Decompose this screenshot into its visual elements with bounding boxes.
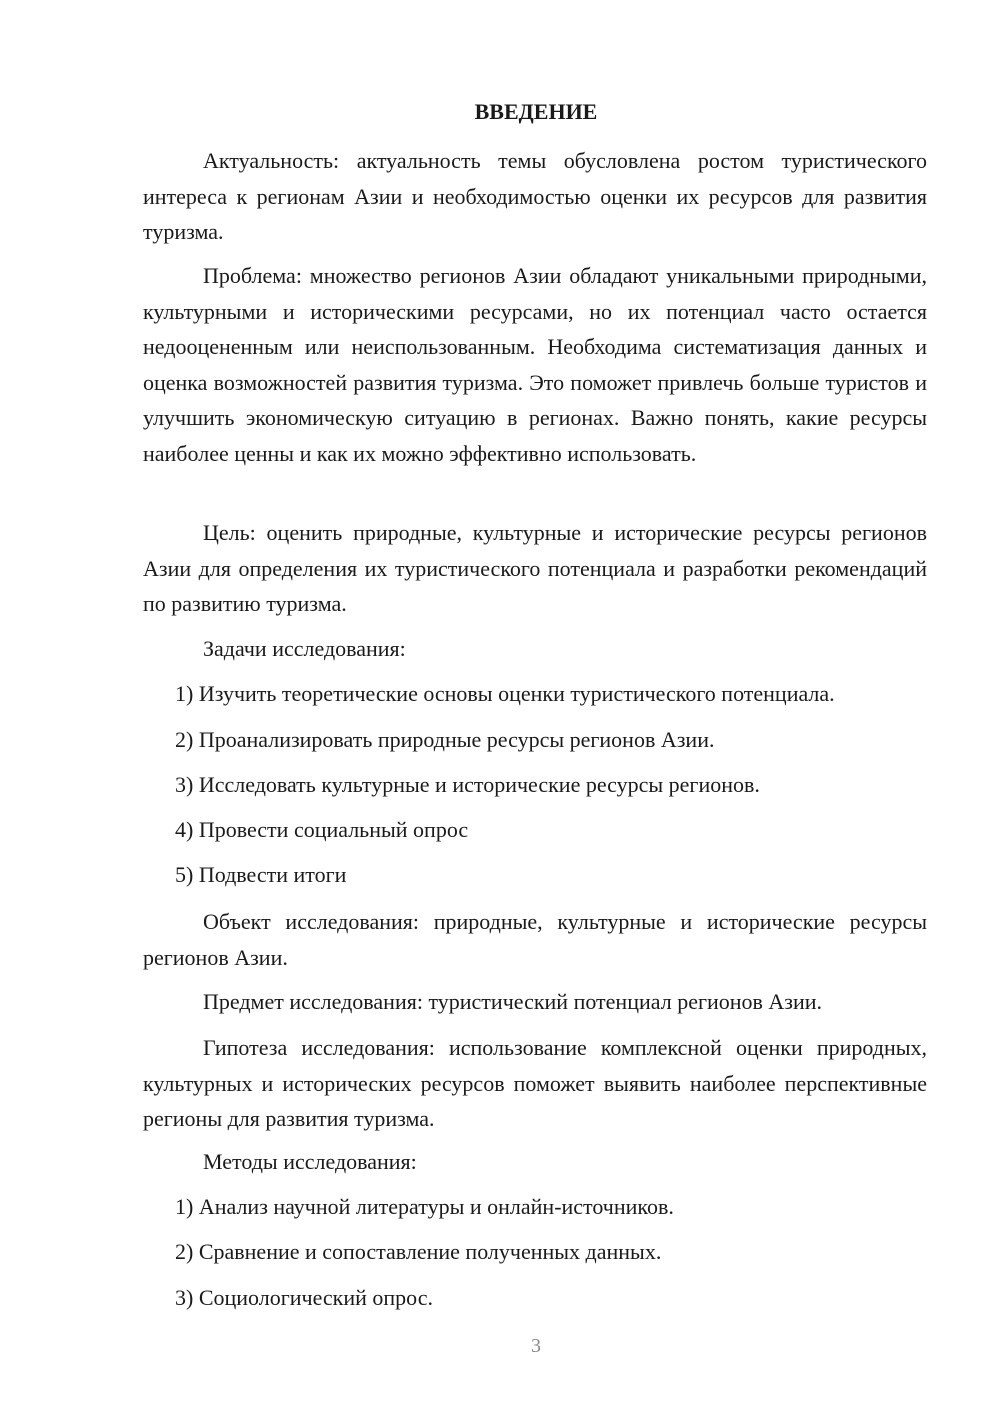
page-title: ВВЕДЕНИЕ: [474, 99, 598, 124]
methods-heading: Методы исследования:: [203, 1149, 417, 1174]
task-item: 4) Провести социальный опрос: [175, 817, 469, 842]
task-item: 5) Подвести итоги: [175, 862, 347, 887]
method-item: 1) Анализ научной литературы и онлайн-источников.: [175, 1194, 674, 1219]
task-item: 2) Проанализировать природные ресурсы регионов Азии.: [175, 727, 715, 752]
hypothesis-paragraph: Гипотеза исследования: использование комплексной оценки природных, культурных и исторических ресурсов поможет выявить наиболее перспективные регионы для развития туризма.: [143, 1035, 927, 1131]
task-item: 1) Изучить теоретические основы оценки туристического потенциала.: [175, 681, 835, 706]
task-item: 3) Исследовать культурные и исторические ресурсы регионов.: [175, 772, 760, 797]
subject-paragraph: Предмет исследования: туристический потенциал регионов Азии.: [203, 989, 823, 1014]
method-item: 2) Сравнение и сопоставление полученных данных.: [175, 1239, 662, 1264]
problem-paragraph: Проблема: множество регионов Азии обладают уникальными природными, культурными и историческими ресурсами, но их потенциал часто остается недооцененным или неиспользованным. Необходима систематизация данных и оценка возможностей развития туризма. Это поможет привлечь больше туристов и улучшить экономическую ситуацию в регионах. Важно понять, какие ресурсы наиболее ценны и как их можно эффективно использовать.: [143, 263, 927, 466]
page-number: 3: [531, 1335, 541, 1357]
object-paragraph: Объект исследования: природные, культурные и исторические ресурсы регионов Азии.: [143, 909, 927, 970]
relevance-paragraph: Актуальность: актуальность темы обусловлена ростом туристического интереса к регионам Азии и необходимостью оценки их ресурсов для развития туризма.: [143, 148, 927, 244]
goal-paragraph: Цель: оценить природные, культурные и исторические ресурсы регионов Азии для определения их туристического потенциала и разработки рекомендаций по развитию туризма.: [143, 520, 927, 616]
method-item: 3) Социологический опрос.: [175, 1285, 433, 1310]
tasks-heading: Задачи исследования:: [203, 636, 406, 661]
